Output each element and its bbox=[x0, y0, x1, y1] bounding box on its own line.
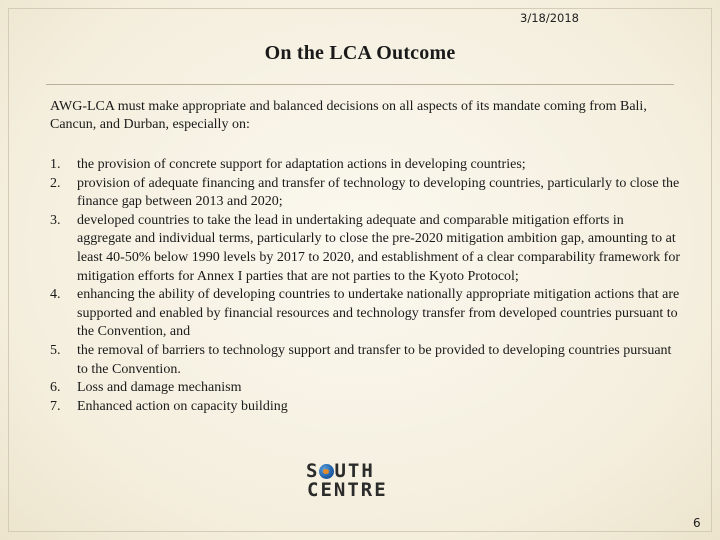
slide-date: 3/18/2018 bbox=[520, 11, 579, 25]
list-item bbox=[50, 342, 680, 379]
list-item-number: 7. bbox=[50, 398, 61, 414]
list-item-text: enhancing the ability of developing countries to undertake nationally appropriate mitigation actions that are supported and enabled by financial resources and technology transfer from developed countries pursuant to the Convention, and bbox=[77, 287, 680, 340]
list-item-number: 3. bbox=[50, 212, 61, 228]
list-item-number: 2. bbox=[50, 175, 61, 191]
list-item-text: the removal of barriers to technology support and transfer to be provided to developing countries pursuant to the Convention. bbox=[77, 342, 672, 377]
list-item-number: 6. bbox=[50, 380, 61, 396]
list-item-text: provision of adequate financing and transfer of technology to developing countries, particularly to close the finance gap between 2013 and 2020; bbox=[77, 175, 680, 210]
list-item-text: developed countries to take the lead in undertaking adequate and comparable mitigation efforts in aggregate and individual terms, particularly to close the pre-2020 mitigation ambition gap, amounting to at least 40-50% below 1990 levels by 2017 to 2020, and establishment of a clear comparability framework for mitigation efforts for Annex I parties that are not parties to the Kyoto Protocol; bbox=[77, 212, 680, 284]
list-item bbox=[50, 398, 680, 417]
page-number: 6 bbox=[693, 516, 701, 530]
logo-line-south: S UTH bbox=[306, 460, 375, 482]
list-item-number: 5. bbox=[50, 342, 61, 358]
outcome-list bbox=[50, 156, 680, 416]
list-item-text: the provision of concrete support for adaptation actions in developing countries; bbox=[77, 157, 526, 172]
list-item bbox=[50, 286, 680, 342]
page-title: On the LCA Outcome bbox=[264, 42, 456, 64]
list-item-text: Enhanced action on capacity building bbox=[77, 398, 288, 414]
south-centre-logo bbox=[306, 462, 398, 502]
list-item-number: 4. bbox=[50, 287, 61, 303]
logo-line-centre: CENTRE bbox=[307, 479, 388, 501]
list-item bbox=[50, 212, 680, 286]
list-item bbox=[50, 156, 680, 175]
list-item bbox=[50, 379, 680, 398]
list-item-number: 1. bbox=[50, 157, 61, 172]
intro-paragraph: AWG-LCA must make appropriate and balanced decisions on all aspects of its mandate coming from Bali, Cancun, and Durban, especially on: bbox=[50, 99, 647, 132]
title-divider bbox=[46, 84, 674, 85]
list-item bbox=[50, 175, 680, 212]
list-item-text: Loss and damage mechanism bbox=[77, 380, 242, 396]
globe-icon bbox=[319, 464, 334, 479]
